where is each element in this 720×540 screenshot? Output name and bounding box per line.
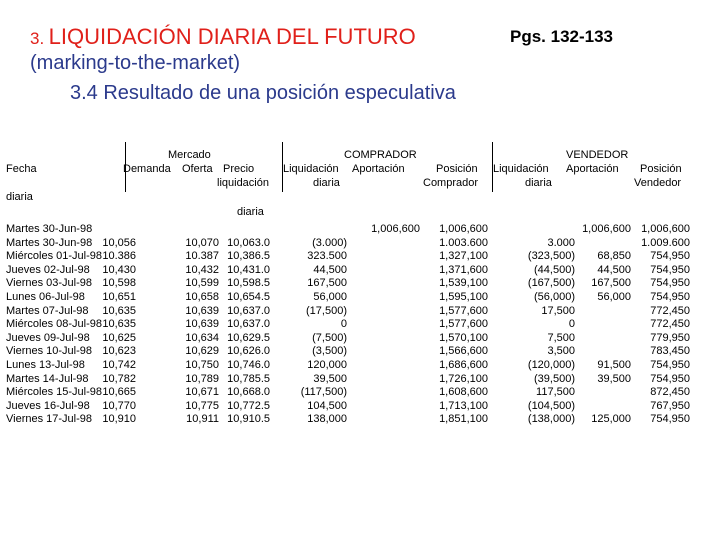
cell-fecha: Martes 30-Jun-98 [6, 223, 93, 235]
header-liquidacion: liquidación [217, 177, 269, 189]
cell-fecha: Viernes 17-Jul-98 [6, 413, 93, 426]
cell-oferta: 10,639 [185, 304, 219, 317]
comprador-posicion-initial: 1,006,600 [439, 223, 488, 235]
header-diaria-comprador: diaria [313, 177, 340, 189]
title-text: LIQUIDACIÓN DIARIA DEL FUTURO [48, 24, 416, 49]
cell-posicion-vendedor: 772,450 [650, 304, 690, 317]
header-aportacion-comprador: Aportación [352, 163, 405, 175]
cell-posicion-comprador: 1,713,100 [439, 399, 488, 412]
cell-demanda: 10,665 [102, 386, 136, 399]
cell-demanda: 10,430 [102, 263, 136, 276]
cell-precio: 10,626.0 [227, 345, 270, 358]
cell-posicion-vendedor: 754,950 [650, 250, 690, 263]
cell-posicion-vendedor: 772,450 [650, 318, 690, 331]
cell-posicion-vendedor: 754,950 [650, 413, 690, 426]
comprador-aportacion-initial: 1,006,600 [371, 223, 420, 235]
cell-aportacion-vendedor: 91,500 [597, 359, 631, 371]
cell-posicion-vendedor: 754,950 [650, 372, 690, 385]
header-oferta: Oferta [182, 163, 213, 175]
section-heading: 3.4 Resultado de una posición especulativa [70, 82, 456, 104]
cell-aportacion-vendedor: 68,850 [597, 250, 631, 263]
cell-posicion-comprador: 1,327,100 [439, 250, 488, 263]
cell-demanda: 10.386 [102, 250, 136, 263]
header-posicion-vendedor: Posición [640, 163, 682, 175]
cell-liquidacion-comprador: 39,500 [313, 372, 347, 385]
cell-fecha: Viernes 03-Jul-98 [6, 277, 93, 290]
cell-liquidacion-vendedor: 7,500 [547, 331, 575, 344]
cell-liquidacion-comprador: 167,500 [307, 277, 347, 290]
cell-fecha: Jueves 02-Jul-98 [6, 263, 90, 276]
cell-oferta: 10,070 [185, 236, 219, 249]
cell-liquidacion-vendedor: (56,000) [534, 291, 575, 303]
cell-demanda: 10,910 [102, 413, 136, 426]
cell-oferta: 10,671 [185, 386, 219, 399]
cell-liquidacion-comprador: 56,000 [313, 291, 347, 303]
cell-oferta: 10.387 [185, 250, 219, 263]
cell-posicion-comprador: 1,577,600 [439, 318, 488, 331]
cell-oferta: 10,599 [185, 277, 219, 290]
cell-oferta: 10,629 [185, 345, 219, 358]
cell-demanda: 10,635 [102, 304, 136, 317]
cell-posicion-vendedor: 767,950 [650, 399, 690, 412]
header-comprador: COMPRADOR [344, 149, 417, 161]
cell-oferta: 10,634 [185, 331, 219, 344]
header-vendedor-sub: Vendedor [634, 177, 682, 189]
cell-precio: 10,746.0 [227, 359, 270, 371]
vendedor-aportacion-initial: 1,006,600 [582, 223, 631, 235]
cell-liquidacion-comprador: (7,500) [312, 331, 347, 344]
cell-liquidacion-comprador: 120,000 [307, 359, 347, 371]
cell-aportacion-vendedor: 167,500 [591, 277, 631, 290]
cell-precio: 10,386.5 [227, 250, 270, 263]
cell-liquidacion-vendedor: (120,000) [527, 359, 575, 371]
cell-oferta: 10,658 [185, 291, 219, 303]
cell-oferta: 10,432 [185, 263, 219, 276]
cell-precio: 10,629.5 [227, 331, 270, 344]
cell-fecha: Lunes 06-Jul-98 [6, 291, 85, 303]
cell-fecha: Martes 07-Jul-98 [6, 304, 89, 317]
cell-demanda: 10,598 [102, 277, 136, 290]
cell-precio: 10,598.5 [227, 277, 270, 290]
header-liquidacion-comprador: Liquidación [283, 163, 339, 175]
cell-precio: 10,785.5 [227, 372, 270, 385]
cell-liquidacion-vendedor: (138,000) [527, 413, 575, 426]
cell-precio: 10,637.0 [227, 318, 270, 331]
cell-liquidacion-comprador: 104,500 [307, 399, 347, 412]
cell-demanda: 10,635 [102, 318, 136, 331]
cell-demanda: 10,651 [102, 291, 136, 303]
cell-liquidacion-comprador: (117,500) [300, 386, 347, 399]
cell-liquidacion-vendedor: (323,500) [527, 250, 575, 263]
header-demanda: Demanda [123, 163, 171, 175]
cell-demanda: 10,782 [102, 372, 136, 385]
cell-demanda: 10,625 [102, 331, 136, 344]
cell-posicion-vendedor: 754,950 [650, 359, 690, 371]
cell-oferta: 10,775 [185, 399, 219, 412]
cell-fecha: Miércoles 01-Jul-98 [6, 250, 102, 263]
cell-posicion-comprador: 1,686,600 [439, 359, 488, 371]
cell-liquidacion-comprador: (3,500) [312, 345, 347, 358]
cell-liquidacion-comprador: 323.500 [307, 250, 347, 263]
cell-posicion-vendedor: 754,950 [650, 263, 690, 276]
cell-demanda: 10,742 [102, 359, 136, 371]
cell-demanda: 10,056 [102, 236, 136, 249]
header-liquidacion-vendedor: Liquidación [493, 163, 549, 175]
cell-oferta: 10,639 [185, 318, 219, 331]
cell-aportacion-vendedor: 56,000 [597, 291, 631, 303]
cell-oferta: 10,911 [186, 413, 219, 426]
cell-posicion-comprador: 1,566,600 [439, 345, 488, 358]
cell-posicion-vendedor: 872,450 [650, 386, 690, 399]
cell-aportacion-vendedor: 44,500 [597, 263, 631, 276]
cell-posicion-comprador: 1,371,600 [439, 263, 488, 276]
header-diaria-below: diaria [237, 206, 264, 218]
cell-oferta: 10,789 [185, 372, 219, 385]
cell-precio: 10,654.5 [227, 291, 270, 303]
cell-fecha: Lunes 13-Jul-98 [6, 359, 85, 371]
cell-liquidacion-vendedor: (167,500) [527, 277, 575, 290]
cell-precio: 10,637.0 [227, 304, 270, 317]
cell-posicion-comprador: 1,539,100 [439, 277, 488, 290]
cell-liquidacion-comprador: 0 [340, 318, 347, 331]
cell-posicion-comprador: 1,851,100 [439, 413, 488, 426]
header-diaria-left: diaria [6, 191, 33, 203]
cell-liquidacion-vendedor: (39,500) [534, 372, 575, 385]
cell-aportacion-vendedor: 125,000 [591, 413, 631, 426]
cell-fecha: Miércoles 15-Jul-98 [6, 386, 102, 399]
cell-precio: 10,772.5 [227, 399, 270, 412]
cell-fecha: Miércoles 08-Jul-98 [6, 318, 102, 331]
cell-liquidacion-comprador: 44,500 [313, 263, 347, 276]
header-comprador-sub: Comprador [423, 177, 479, 189]
cell-posicion-comprador: 1,570,100 [439, 331, 488, 344]
vendedor-posicion-initial: 1,006,600 [641, 223, 690, 235]
cell-fecha: Jueves 16-Jul-98 [6, 399, 90, 412]
cell-aportacion-vendedor: 39,500 [597, 372, 631, 385]
cell-liquidacion-vendedor: (104,500) [527, 399, 575, 412]
title-number: 3. [30, 29, 45, 48]
cell-fecha: Jueves 09-Jul-98 [6, 331, 90, 344]
cell-precio: 10,431.0 [227, 263, 270, 276]
cell-liquidacion-comprador: (3.000) [312, 236, 347, 249]
cell-liquidacion-vendedor: 17,500 [541, 304, 575, 317]
cell-posicion-vendedor: 779,950 [650, 331, 690, 344]
header-fecha: Fecha [6, 163, 37, 175]
header-mercado: Mercado [168, 149, 211, 161]
cell-liquidacion-vendedor: 3,500 [547, 345, 575, 358]
page-reference: Pgs. 132-133 [510, 27, 614, 46]
header-posicion-comprador: Posición [436, 163, 478, 175]
cell-posicion-comprador: 1,726,100 [439, 372, 488, 385]
cell-precio: 10,910.5 [227, 413, 270, 426]
cell-liquidacion-vendedor: 3.000 [547, 236, 575, 249]
cell-fecha: Viernes 10-Jul-98 [6, 345, 93, 358]
cell-posicion-comprador: 1.003.600 [439, 236, 488, 249]
cell-posicion-vendedor: 783,450 [650, 345, 690, 358]
title-line-1 [30, 24, 416, 50]
cell-posicion-comprador: 1,608,600 [439, 386, 488, 399]
cell-posicion-vendedor: 1.009.600 [641, 236, 690, 249]
cell-posicion-comprador: 1,595,100 [439, 291, 488, 303]
header-aportacion-vendedor: Aportación [566, 163, 619, 175]
cell-liquidacion-vendedor: 0 [568, 318, 575, 331]
header-vendedor: VENDEDOR [566, 149, 629, 161]
title-subtitle: (marking-to-the-market) [30, 52, 241, 74]
cell-demanda: 10,623 [102, 345, 136, 358]
header-diaria-vendedor: diaria [525, 177, 552, 189]
cell-liquidacion-comprador: (17,500) [306, 304, 347, 317]
header-precio: Precio [223, 163, 255, 175]
cell-posicion-vendedor: 754,950 [650, 277, 690, 290]
cell-fecha: Martes 30-Jun-98 [6, 236, 93, 249]
cell-oferta: 10,750 [185, 359, 219, 371]
cell-liquidacion-vendedor: (44,500) [534, 263, 575, 276]
cell-liquidacion-vendedor: 117,500 [536, 386, 575, 399]
cell-liquidacion-comprador: 138,000 [307, 413, 347, 426]
cell-precio: 10,063.0 [227, 236, 270, 249]
cell-posicion-vendedor: 754,950 [650, 291, 690, 303]
cell-precio: 10,668.0 [227, 386, 270, 399]
cell-posicion-comprador: 1,577,600 [439, 304, 488, 317]
cell-demanda: 10,770 [102, 399, 136, 412]
cell-fecha: Martes 14-Jul-98 [6, 372, 89, 385]
